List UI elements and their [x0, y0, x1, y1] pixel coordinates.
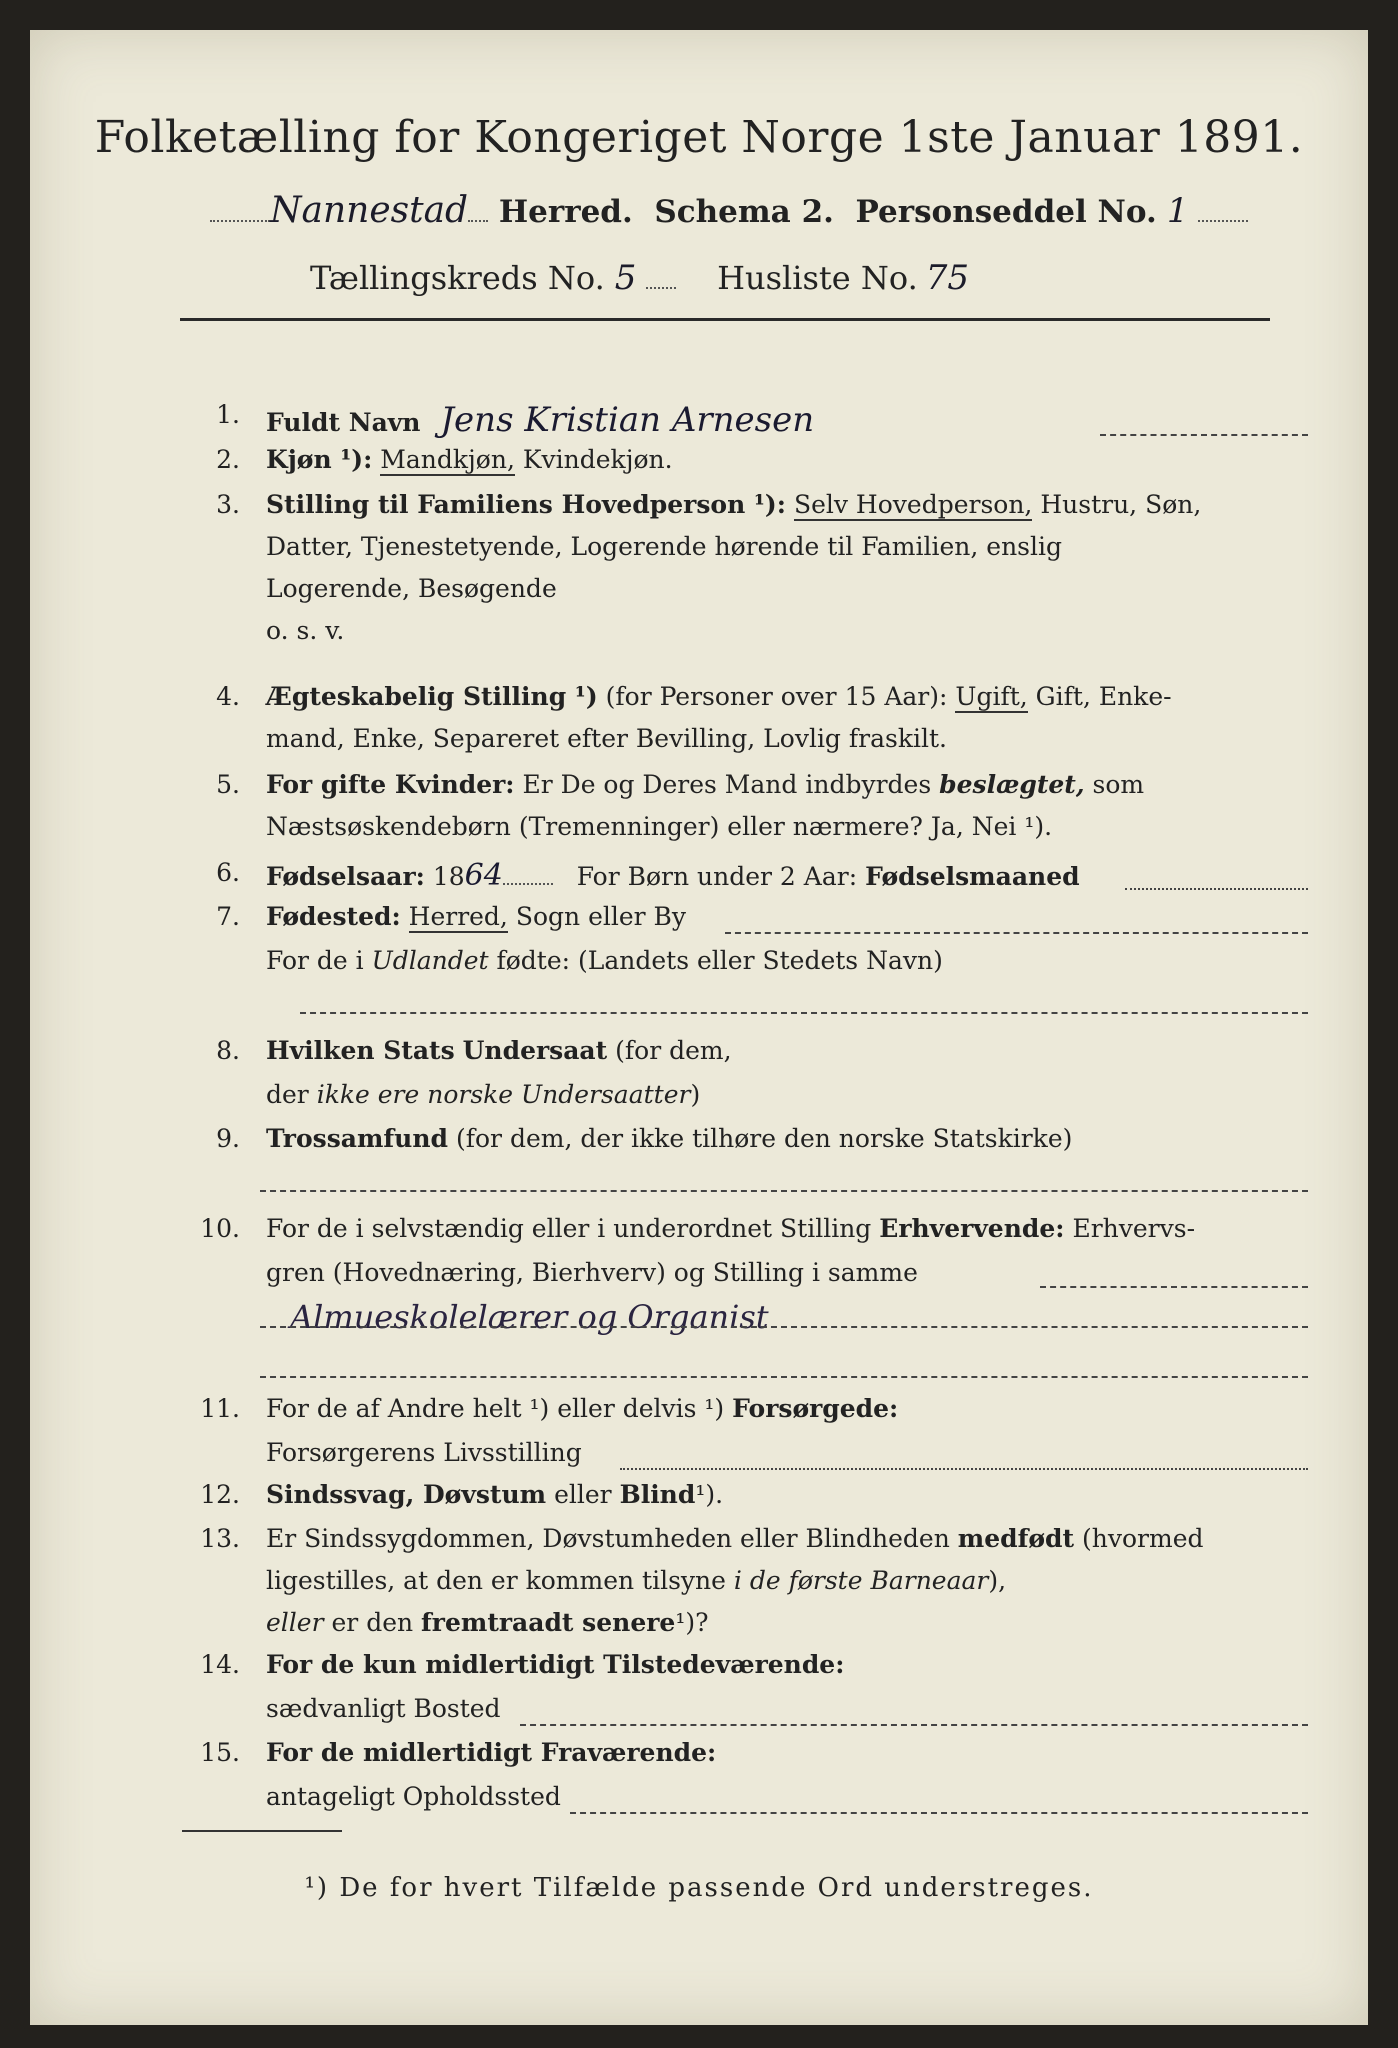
personseddel-label: Personseddel No.: [855, 194, 1157, 230]
herred-name: Nannestad: [270, 190, 469, 231]
item-1-label: Fuldt Navn: [266, 408, 421, 437]
item-1-name-value: Jens Kristian Arnesen: [440, 400, 815, 440]
header-divider: [180, 318, 1270, 321]
husliste-no: 75: [925, 258, 969, 298]
footnote-divider: [182, 1830, 342, 1832]
form-title: Folketælling for Kongeriget Norge 1ste Januar 1891.: [94, 112, 1304, 163]
census-form-sheet: Folketælling for Kongeriget Norge 1ste Januar 1891. Nannestad Herred. Schema 2. Personseddel No. 1 Tællingskreds No. 5 Husliste No. 75 1. Fuldt Navn Jens Kristian Arnesen 2. Kjøn ¹): Mandkjøn, Kvindekjøn. 3. Stilling til Familiens Hovedperson ¹): Selv Hovedperson, Hustru, Søn, Datter, Tjenestetyende, Logerende hørende til Familien, enslig Logerende, Besøgende o. s. v. 4. Ægteskabelig Stilling ¹) (for Personer over 15 Aar): Ugift, Gift, Enke- mand, Enke, Separeret efter Bevilling, Lovlig fraskilt. 5. For gifte Kvinder: Er De og Deres Mand indbyrdes beslægtet, som Næstsøskendebørn (Tremenninger) eller nærmere? Ja, Nei ¹). 6. Fødselsaar: 1864 For Børn under 2 Aar: Fødselsmaaned 7. Fødested: Herred, Sogn eller By For de i Udlandet fødte: (Landets eller Stedets Navn) 8. Hvilken Stats Undersaat (for dem, der ikke ere norske Undersaatter) 9. Trossamfund (for dem, der ikke tilhøre den norske Statskirke) 10. For de i selvstændig eller i underordnet Stilling Erhvervende: Erhvervs- gren (Hovednæring, Bierhverv) og Stilling i samme Almueskolelærer og Organist 11. For de af Andre helt ¹) eller delvis ¹) Forsørgede: Forsørgerens Livsstilling 12. Sindssvag, Døvstum eller Blind¹). 13. Er Sindssygdommen, Døvstumheden eller Blindheden medfødt (hvormed ligestilles, at den er kommen tilsyne i de første Barneaar), eller er den fremtraadt senere¹)? 14. For de kun midlertidigt Tilstedeværende: sædvanligt Bosted 15. For de midlertidigt Fraværende: antageligt Opholdssted ¹) De for hvert Tilfælde passende Ord understreges.: [30, 30, 1368, 2025]
occupation-value: Almueskolelærer og Organist: [290, 1298, 769, 1336]
kreds-no: 5: [614, 258, 637, 298]
kreds-label: Tællingskreds No.: [310, 259, 605, 297]
personseddel-no: 1: [1166, 191, 1189, 231]
kreds-line: [310, 258, 977, 298]
item-1-fill: [1100, 434, 1308, 436]
husliste-label: Husliste No.: [717, 259, 918, 297]
schema-label: Schema 2.: [654, 194, 834, 230]
herred-label: Herred.: [498, 194, 633, 230]
footnote: ¹) De for hvert Tilfælde passende Ord understreges.: [304, 1873, 1094, 1903]
herred-line: [210, 190, 1248, 231]
birth-year-value: 64: [464, 858, 503, 893]
